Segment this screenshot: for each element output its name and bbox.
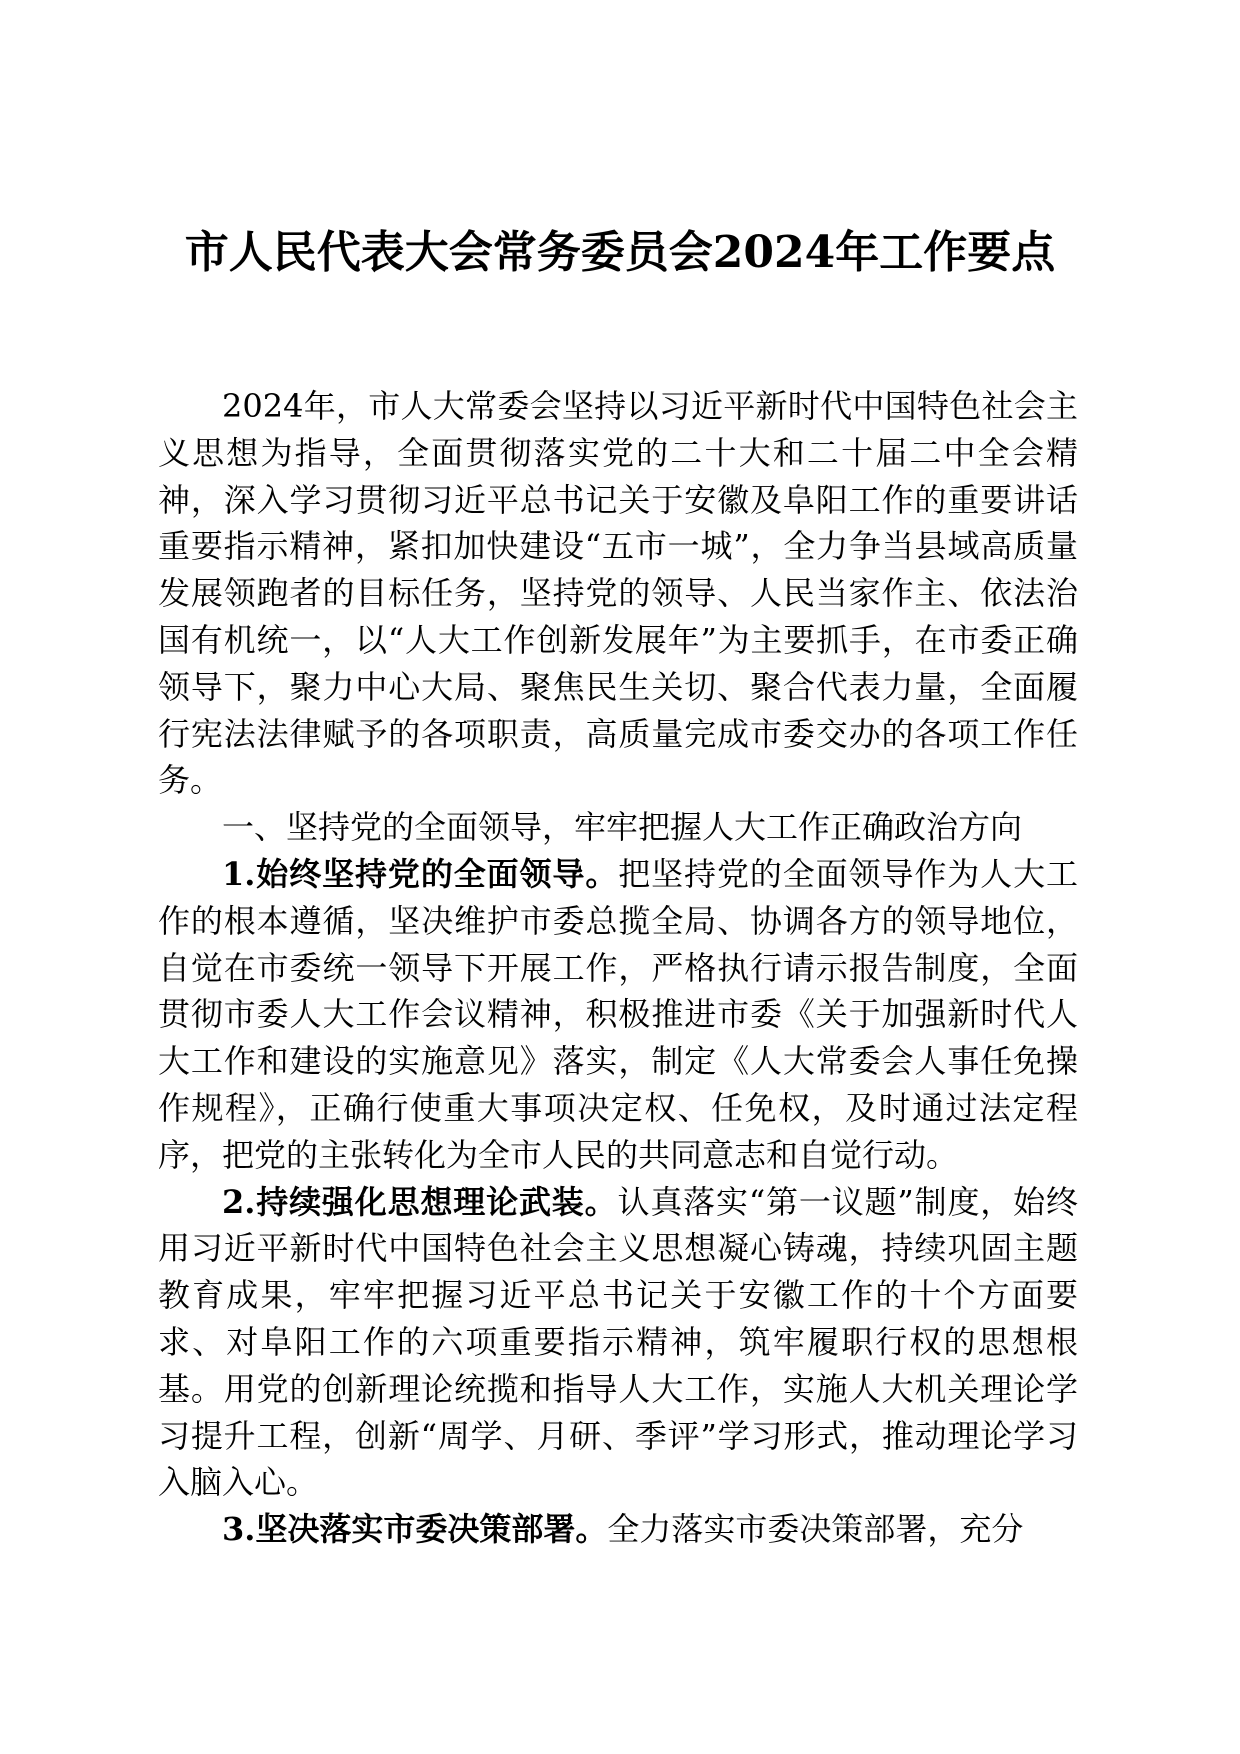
item-lead: 1.始终坚持党的全面领导。 [222, 854, 619, 893]
intro-paragraph: 2024年，市人大常委会坚持以习近平新时代中国特色社会主义思想为指导，全面贯彻落实党的二十大和二十届二中全会精神，深入学习贯彻习近平总书记关于安徽及阜阳工作的重要讲话重要指示精神，紧扣加快建设“五市一城”，全力争当县域高质量发展领跑者的目标任务，坚持党的领导、人民当家作主、依法治国有机统一，以“人大工作创新发展年”为主要抓手，在市委正确领导下，聚力中心大局、聚焦民生关切、聚合代表力量，全面履行宪法法律赋予的各项职责，高质量完成市委交办的各项工作任务。 [158, 387, 1078, 800]
document-title: 市人民代表大会常务委员会2024年工作要点 [184, 227, 1056, 278]
item-text: 全力落实市委决策部署，充分 [607, 1510, 1024, 1549]
item-text: 认真落实“第一议题”制度，始终用习近平新时代中国特色社会主义思想凝心铸魂，持续巩固主题教育成果，牢牢把握习近平总书记关于安徽工作的十个方面要求、对阜阳工作的六项重要指示精神，筑牢履职行权的思想根基。用党的创新理论统揽和指导人大工作，实施人大机关理论学习提升工程，创新“周学、月研、季评”学习形式，推动理论学习入脑入心。 [158, 1182, 1078, 1502]
document-body [158, 383, 1078, 1553]
list-item [158, 1506, 1078, 1553]
item-lead: 2.持续强化思想理论武装。 [222, 1182, 618, 1221]
item-text: 把坚持党的全面领导作为人大工作的根本遵循，坚决维护市委总揽全局、协调各方的领导地位，自觉在市委统一领导下开展工作，严格执行请示报告制度，全面贯彻市委人大工作会议精神，积极推进市委《关于加强新时代人大工作和建设的实施意见》落实，制定《人大常委会人事任免操作规程》，正确行使重大事项决定权、任免权，及时通过法定程序，把党的主张转化为全市人民的共同意志和自觉行动。 [158, 854, 1078, 1174]
section-heading: 一、坚持党的全面领导，牢牢把握人大工作正确政治方向 [222, 808, 1023, 847]
list-item [158, 851, 1078, 1179]
item-lead: 3.坚决落实市委决策部署。 [222, 1510, 608, 1549]
list-item [158, 1179, 1078, 1507]
